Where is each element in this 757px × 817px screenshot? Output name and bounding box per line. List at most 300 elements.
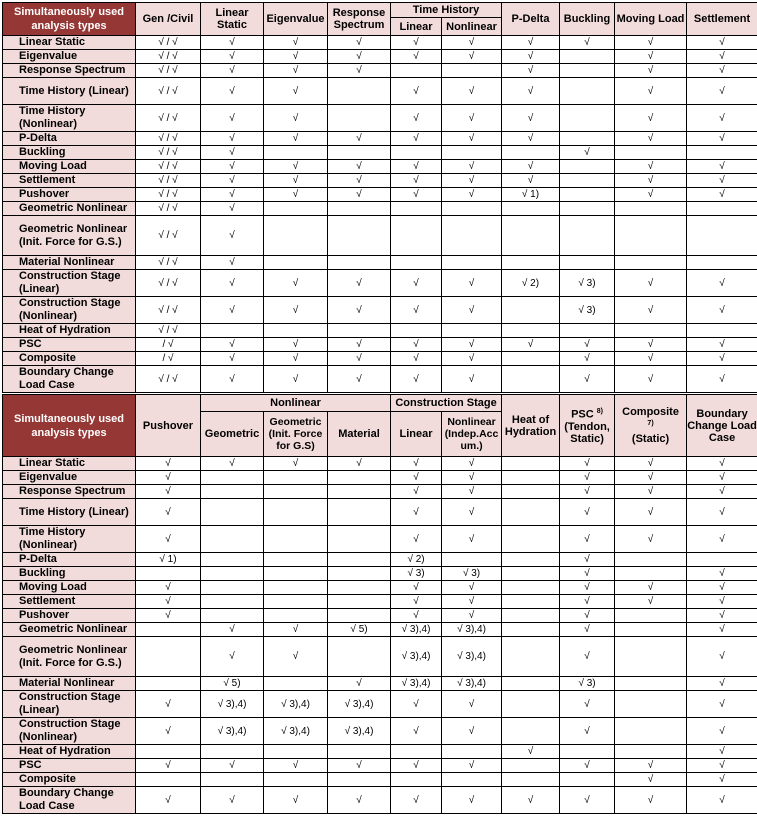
row-label-heat-of-hydration: Heat of Hydration bbox=[3, 324, 136, 338]
compat-cell: √ bbox=[136, 691, 201, 718]
compat-cell bbox=[201, 526, 264, 553]
table-row bbox=[3, 609, 757, 623]
compat-cell: √ bbox=[201, 146, 264, 160]
compat-cell: √ bbox=[328, 677, 391, 691]
row-label-construction-stage-linear: Construction Stage (Linear) bbox=[3, 270, 136, 297]
compat-cell: √ bbox=[615, 759, 687, 773]
row-label-pushover: Pushover bbox=[3, 609, 136, 623]
compat-cell: √ bbox=[442, 457, 502, 471]
compat-cell bbox=[201, 773, 264, 787]
table-row bbox=[3, 773, 757, 787]
row-label-pushover: Pushover bbox=[3, 188, 136, 202]
compat-cell bbox=[560, 256, 615, 270]
compat-cell: √ bbox=[201, 759, 264, 773]
compat-cell: √ / √ bbox=[136, 132, 201, 146]
compat-cell: √ bbox=[328, 366, 391, 393]
compat-cell bbox=[687, 202, 757, 216]
compat-cell: √ bbox=[328, 270, 391, 297]
compat-cell bbox=[615, 256, 687, 270]
compat-cell: √ bbox=[391, 132, 442, 146]
compat-cell: √ bbox=[615, 366, 687, 393]
compat-cell: √ bbox=[264, 78, 328, 105]
compat-cell bbox=[328, 595, 391, 609]
header-cs-linear: Linear bbox=[391, 412, 442, 457]
compat-cell bbox=[687, 553, 757, 567]
compat-cell bbox=[502, 352, 560, 366]
compat-cell bbox=[615, 567, 687, 581]
compat-cell: √ bbox=[201, 50, 264, 64]
header-nl-geometric-init: Geometric (Init. Force for G.S) bbox=[264, 412, 328, 457]
compat-cell: √ bbox=[442, 366, 502, 393]
compat-cell bbox=[264, 146, 328, 160]
compat-cell: √ bbox=[201, 457, 264, 471]
compat-cell bbox=[391, 745, 442, 759]
compat-cell: √ bbox=[442, 499, 502, 526]
compat-cell: √ bbox=[264, 105, 328, 132]
compat-cell: √ bbox=[442, 718, 502, 745]
compat-cell bbox=[391, 202, 442, 216]
compat-cell: √ bbox=[560, 691, 615, 718]
compat-cell: √ 3),4) bbox=[201, 691, 264, 718]
compat-cell bbox=[328, 471, 391, 485]
compat-cell: √ bbox=[615, 132, 687, 146]
compat-cell: √ bbox=[560, 471, 615, 485]
compat-cell: √ 3) bbox=[560, 677, 615, 691]
compat-cell bbox=[560, 773, 615, 787]
header-composite-sub: (Static) bbox=[631, 432, 670, 445]
compat-cell bbox=[442, 216, 502, 256]
compat-cell: √ 3),4) bbox=[442, 677, 502, 691]
compat-cell: / √ bbox=[136, 338, 201, 352]
compat-cell bbox=[502, 297, 560, 324]
header-th-nonlinear: Nonlinear bbox=[442, 18, 502, 36]
compat-cell: √ 3),4) bbox=[328, 691, 391, 718]
compat-cell: √ bbox=[442, 174, 502, 188]
compat-cell: √ bbox=[615, 581, 687, 595]
compat-cell: √ bbox=[391, 499, 442, 526]
compat-cell: √ bbox=[560, 623, 615, 637]
compat-cell bbox=[264, 324, 328, 338]
compat-cell bbox=[264, 499, 328, 526]
table-row bbox=[3, 581, 757, 595]
compat-cell: √ / √ bbox=[136, 36, 201, 50]
compat-cell: √ bbox=[201, 160, 264, 174]
compat-cell: √ bbox=[328, 132, 391, 146]
compat-cell: √ bbox=[687, 677, 757, 691]
row-label-material-nonlinear: Material Nonlinear bbox=[3, 256, 136, 270]
compat-cell: √ bbox=[560, 36, 615, 50]
compat-cell: √ bbox=[442, 338, 502, 352]
compat-cell: √ bbox=[201, 637, 264, 677]
compat-cell: √ bbox=[391, 352, 442, 366]
header-eigenvalue: Eigenvalue bbox=[264, 3, 328, 36]
compat-cell: √ 3) bbox=[391, 567, 442, 581]
compat-cell bbox=[502, 553, 560, 567]
compat-cell: √ bbox=[687, 691, 757, 718]
row-label-material-nonlinear: Material Nonlinear bbox=[3, 677, 136, 691]
compat-cell: √ bbox=[136, 581, 201, 595]
compat-cell: √ bbox=[328, 297, 391, 324]
compat-cell: √ bbox=[442, 270, 502, 297]
compat-cell bbox=[391, 64, 442, 78]
compat-cell bbox=[615, 146, 687, 160]
compat-cell bbox=[264, 677, 328, 691]
compat-cell: √ bbox=[391, 471, 442, 485]
compat-cell: √ bbox=[391, 581, 442, 595]
table-row bbox=[3, 485, 757, 499]
compat-cell: √ bbox=[391, 78, 442, 105]
compat-cell bbox=[328, 637, 391, 677]
compat-cell: √ / √ bbox=[136, 188, 201, 202]
compat-cell bbox=[264, 471, 328, 485]
compat-cell bbox=[136, 567, 201, 581]
row-label-eigenvalue: Eigenvalue bbox=[3, 471, 136, 485]
compat-cell bbox=[328, 745, 391, 759]
compat-cell bbox=[442, 324, 502, 338]
compat-cell: √ bbox=[560, 787, 615, 814]
compat-cell bbox=[615, 553, 687, 567]
compat-cell: √ bbox=[502, 338, 560, 352]
compat-cell bbox=[502, 526, 560, 553]
compat-cell bbox=[502, 595, 560, 609]
compat-cell: √ 2) bbox=[391, 553, 442, 567]
row-label-composite: Composite bbox=[3, 773, 136, 787]
header-gen-civil: Gen /Civil bbox=[136, 3, 201, 36]
row-label-geometric-nonlinear-init-force-for-g-s: Geometric Nonlinear (Init. Force for G.S.) bbox=[3, 216, 136, 256]
table-row bbox=[3, 188, 757, 202]
row-label-settlement: Settlement bbox=[3, 174, 136, 188]
compat-cell: √ bbox=[687, 297, 757, 324]
compat-cell bbox=[687, 146, 757, 160]
compat-cell: √ 3),4) bbox=[391, 637, 442, 677]
compat-cell: √ bbox=[442, 691, 502, 718]
compat-cell bbox=[560, 160, 615, 174]
compat-cell: √ bbox=[615, 270, 687, 297]
compat-cell bbox=[264, 216, 328, 256]
compat-cell bbox=[442, 202, 502, 216]
header-th-linear: Linear bbox=[391, 18, 442, 36]
compat-cell: √ bbox=[442, 595, 502, 609]
row-label-time-history-linear: Time History (Linear) bbox=[3, 78, 136, 105]
compat-cell: √ bbox=[560, 581, 615, 595]
header-psc-note: 8) bbox=[596, 408, 603, 416]
compat-cell: √ bbox=[442, 759, 502, 773]
header-nl-material: Material bbox=[328, 412, 391, 457]
compat-cell bbox=[442, 64, 502, 78]
compat-cell bbox=[442, 745, 502, 759]
compat-cell: √ bbox=[687, 623, 757, 637]
compat-cell: √ bbox=[391, 188, 442, 202]
compat-cell bbox=[615, 324, 687, 338]
compat-cell bbox=[502, 216, 560, 256]
row-label-boundary-change-load-case: Boundary Change Load Case bbox=[3, 366, 136, 393]
compat-cell: √ bbox=[687, 637, 757, 677]
table-row bbox=[3, 297, 757, 324]
compat-cell bbox=[442, 256, 502, 270]
compat-cell: √ / √ bbox=[136, 160, 201, 174]
compat-cell bbox=[502, 485, 560, 499]
compat-cell bbox=[502, 677, 560, 691]
compat-cell: √ bbox=[442, 581, 502, 595]
compat-cell bbox=[264, 595, 328, 609]
compat-cell: √ bbox=[136, 759, 201, 773]
compat-cell: √ bbox=[687, 160, 757, 174]
compat-cell bbox=[328, 526, 391, 553]
compat-cell: √ bbox=[201, 216, 264, 256]
compat-cell: √ bbox=[560, 718, 615, 745]
row-label-heat-of-hydration: Heat of Hydration bbox=[3, 745, 136, 759]
compat-cell: √ bbox=[442, 78, 502, 105]
compat-cell bbox=[560, 174, 615, 188]
compat-cell: √ bbox=[687, 471, 757, 485]
compat-cell bbox=[136, 745, 201, 759]
compat-cell bbox=[264, 745, 328, 759]
compat-cell: √ bbox=[687, 132, 757, 146]
row-label-geometric-nonlinear: Geometric Nonlinear bbox=[3, 623, 136, 637]
compat-cell bbox=[615, 677, 687, 691]
compat-cell bbox=[328, 146, 391, 160]
row-label-psc: PSC bbox=[3, 338, 136, 352]
compat-cell: √ bbox=[201, 297, 264, 324]
compat-cell bbox=[560, 745, 615, 759]
compat-cell bbox=[328, 773, 391, 787]
compat-cell: √ bbox=[502, 745, 560, 759]
table-row bbox=[3, 745, 757, 759]
table-row bbox=[3, 36, 757, 50]
compat-cell: √ bbox=[687, 366, 757, 393]
compat-cell bbox=[502, 609, 560, 623]
compat-cell: √ bbox=[391, 457, 442, 471]
compat-cell: √ bbox=[687, 338, 757, 352]
header-psc-sub: (Tendon, Static) bbox=[564, 420, 610, 445]
compat-cell bbox=[502, 499, 560, 526]
table-row bbox=[3, 637, 757, 677]
compat-cell: √ bbox=[264, 188, 328, 202]
compat-cell: √ bbox=[201, 78, 264, 105]
table-row bbox=[3, 553, 757, 567]
compat-cell bbox=[328, 324, 391, 338]
compat-cell: √ / √ bbox=[136, 78, 201, 105]
header-moving-load: Moving Load bbox=[615, 3, 687, 36]
compat-cell bbox=[502, 637, 560, 677]
compat-cell: √ bbox=[391, 160, 442, 174]
compat-cell: √ bbox=[442, 609, 502, 623]
table-row bbox=[3, 457, 757, 471]
compat-cell: √ 5) bbox=[328, 623, 391, 637]
compat-cell bbox=[615, 718, 687, 745]
compat-cell bbox=[560, 132, 615, 146]
compat-cell: √ bbox=[328, 188, 391, 202]
compat-cell: √ 1) bbox=[502, 188, 560, 202]
compat-cell: √ 3),4) bbox=[391, 623, 442, 637]
compat-cell: √ bbox=[391, 36, 442, 50]
table-row bbox=[3, 623, 757, 637]
table-row bbox=[3, 78, 757, 105]
compat-cell: √ bbox=[391, 691, 442, 718]
header-buckling: Buckling bbox=[560, 3, 615, 36]
compat-cell: √ 3) bbox=[560, 297, 615, 324]
compat-cell bbox=[201, 499, 264, 526]
compat-cell: √ bbox=[560, 352, 615, 366]
row-label-response-spectrum: Response Spectrum bbox=[3, 64, 136, 78]
header-construction-stage: Construction Stage bbox=[391, 395, 502, 412]
compat-cell bbox=[502, 759, 560, 773]
compat-cell bbox=[442, 553, 502, 567]
compat-cell: √ bbox=[328, 174, 391, 188]
compat-cell: √ / √ bbox=[136, 105, 201, 132]
row-label-linear-static: Linear Static bbox=[3, 36, 136, 50]
compat-cell: √ bbox=[687, 718, 757, 745]
compat-cell: √ / √ bbox=[136, 270, 201, 297]
compat-cell: √ bbox=[502, 50, 560, 64]
compat-cell: √ bbox=[687, 188, 757, 202]
compat-cell: √ bbox=[201, 174, 264, 188]
compat-cell: √ bbox=[687, 36, 757, 50]
compat-cell bbox=[560, 78, 615, 105]
compat-cell: √ bbox=[264, 352, 328, 366]
compat-cell: √ bbox=[615, 174, 687, 188]
compat-cell: √ bbox=[687, 595, 757, 609]
compat-cell: √ bbox=[687, 499, 757, 526]
row-label-composite: Composite bbox=[3, 352, 136, 366]
row-label-boundary-change-load-case: Boundary Change Load Case bbox=[3, 787, 136, 814]
compatibility-table-2 bbox=[2, 394, 757, 814]
compat-cell bbox=[615, 691, 687, 718]
compat-cell: √ bbox=[391, 759, 442, 773]
compat-cell bbox=[264, 553, 328, 567]
compat-cell: √ bbox=[615, 352, 687, 366]
compat-cell: √ bbox=[136, 718, 201, 745]
compat-cell: √ bbox=[442, 50, 502, 64]
compat-cell bbox=[502, 581, 560, 595]
compat-cell: √ bbox=[687, 787, 757, 814]
row-label-geometric-nonlinear-init-force-for-g-s: Geometric Nonlinear (Init. Force for G.S.) bbox=[3, 637, 136, 677]
compat-cell bbox=[560, 50, 615, 64]
compat-cell: √ bbox=[264, 366, 328, 393]
compat-cell bbox=[391, 216, 442, 256]
compat-cell: √ bbox=[560, 759, 615, 773]
compat-cell: √ / √ bbox=[136, 64, 201, 78]
compat-cell: √ bbox=[264, 50, 328, 64]
header-time-history: Time History bbox=[391, 3, 502, 18]
compat-cell bbox=[201, 595, 264, 609]
compat-cell: √ bbox=[136, 787, 201, 814]
compat-cell: √ 3),4) bbox=[201, 718, 264, 745]
row-label-geometric-nonlinear: Geometric Nonlinear bbox=[3, 202, 136, 216]
compat-cell: √ bbox=[687, 457, 757, 471]
compat-cell: √ bbox=[687, 352, 757, 366]
table-row bbox=[3, 270, 757, 297]
compat-cell: √ bbox=[502, 160, 560, 174]
compat-cell: √ bbox=[615, 338, 687, 352]
compat-cell: √ bbox=[136, 485, 201, 499]
compat-cell: √ bbox=[391, 595, 442, 609]
compat-cell: √ bbox=[442, 352, 502, 366]
table-row bbox=[3, 567, 757, 581]
compat-cell: √ 3),4) bbox=[442, 637, 502, 677]
compat-cell bbox=[201, 471, 264, 485]
row-label-buckling: Buckling bbox=[3, 146, 136, 160]
table-row bbox=[3, 366, 757, 393]
compat-cell bbox=[687, 256, 757, 270]
compat-cell: √ bbox=[560, 526, 615, 553]
compat-cell bbox=[201, 324, 264, 338]
table1-corner-header: Simultaneously used analysis types bbox=[3, 3, 136, 36]
table-row bbox=[3, 759, 757, 773]
row-label-settlement: Settlement bbox=[3, 595, 136, 609]
compat-cell bbox=[264, 256, 328, 270]
table-row bbox=[3, 202, 757, 216]
compat-cell: √ bbox=[687, 105, 757, 132]
compat-cell: √ bbox=[502, 174, 560, 188]
compat-cell: √ bbox=[615, 105, 687, 132]
compat-cell: √ bbox=[687, 773, 757, 787]
compat-cell: √ bbox=[687, 581, 757, 595]
row-label-construction-stage-linear: Construction Stage (Linear) bbox=[3, 691, 136, 718]
compat-cell: √ bbox=[687, 78, 757, 105]
table-row bbox=[3, 132, 757, 146]
compat-cell: √ bbox=[560, 637, 615, 677]
compat-cell: √ bbox=[264, 270, 328, 297]
compat-cell: √ bbox=[391, 297, 442, 324]
compat-cell: √ bbox=[391, 526, 442, 553]
compat-cell: √ bbox=[560, 567, 615, 581]
table2-body bbox=[3, 457, 757, 814]
compat-cell bbox=[502, 691, 560, 718]
compat-cell: √ bbox=[560, 499, 615, 526]
compat-cell bbox=[328, 256, 391, 270]
row-label-p-delta: P-Delta bbox=[3, 132, 136, 146]
compat-cell: √ / √ bbox=[136, 202, 201, 216]
compat-cell: √ bbox=[442, 471, 502, 485]
compat-cell bbox=[502, 457, 560, 471]
compat-cell bbox=[560, 64, 615, 78]
compat-cell: √ bbox=[687, 609, 757, 623]
compat-cell bbox=[560, 324, 615, 338]
compat-cell bbox=[328, 567, 391, 581]
compat-cell: √ bbox=[442, 132, 502, 146]
compat-cell bbox=[502, 324, 560, 338]
compat-cell: √ bbox=[687, 759, 757, 773]
compatibility-table-1 bbox=[2, 2, 757, 393]
compat-cell bbox=[502, 471, 560, 485]
compat-cell: √ bbox=[502, 78, 560, 105]
compat-cell: √ bbox=[391, 787, 442, 814]
compat-cell: √ bbox=[328, 160, 391, 174]
compat-cell: √ bbox=[442, 297, 502, 324]
row-label-linear-static: Linear Static bbox=[3, 457, 136, 471]
compat-cell bbox=[328, 202, 391, 216]
table-row bbox=[3, 50, 757, 64]
table-row bbox=[3, 256, 757, 270]
row-label-time-history-linear: Time History (Linear) bbox=[3, 499, 136, 526]
compat-cell: √ bbox=[264, 623, 328, 637]
compat-cell bbox=[502, 146, 560, 160]
compat-cell bbox=[328, 105, 391, 132]
compat-cell bbox=[264, 609, 328, 623]
table-row bbox=[3, 324, 757, 338]
compat-cell: √ bbox=[687, 485, 757, 499]
compat-cell bbox=[502, 773, 560, 787]
compat-cell bbox=[264, 581, 328, 595]
compat-cell: √ bbox=[560, 457, 615, 471]
table-row bbox=[3, 718, 757, 745]
table-row bbox=[3, 174, 757, 188]
row-label-buckling: Buckling bbox=[3, 567, 136, 581]
header-composite bbox=[615, 395, 687, 457]
table-row bbox=[3, 691, 757, 718]
compat-cell bbox=[615, 623, 687, 637]
